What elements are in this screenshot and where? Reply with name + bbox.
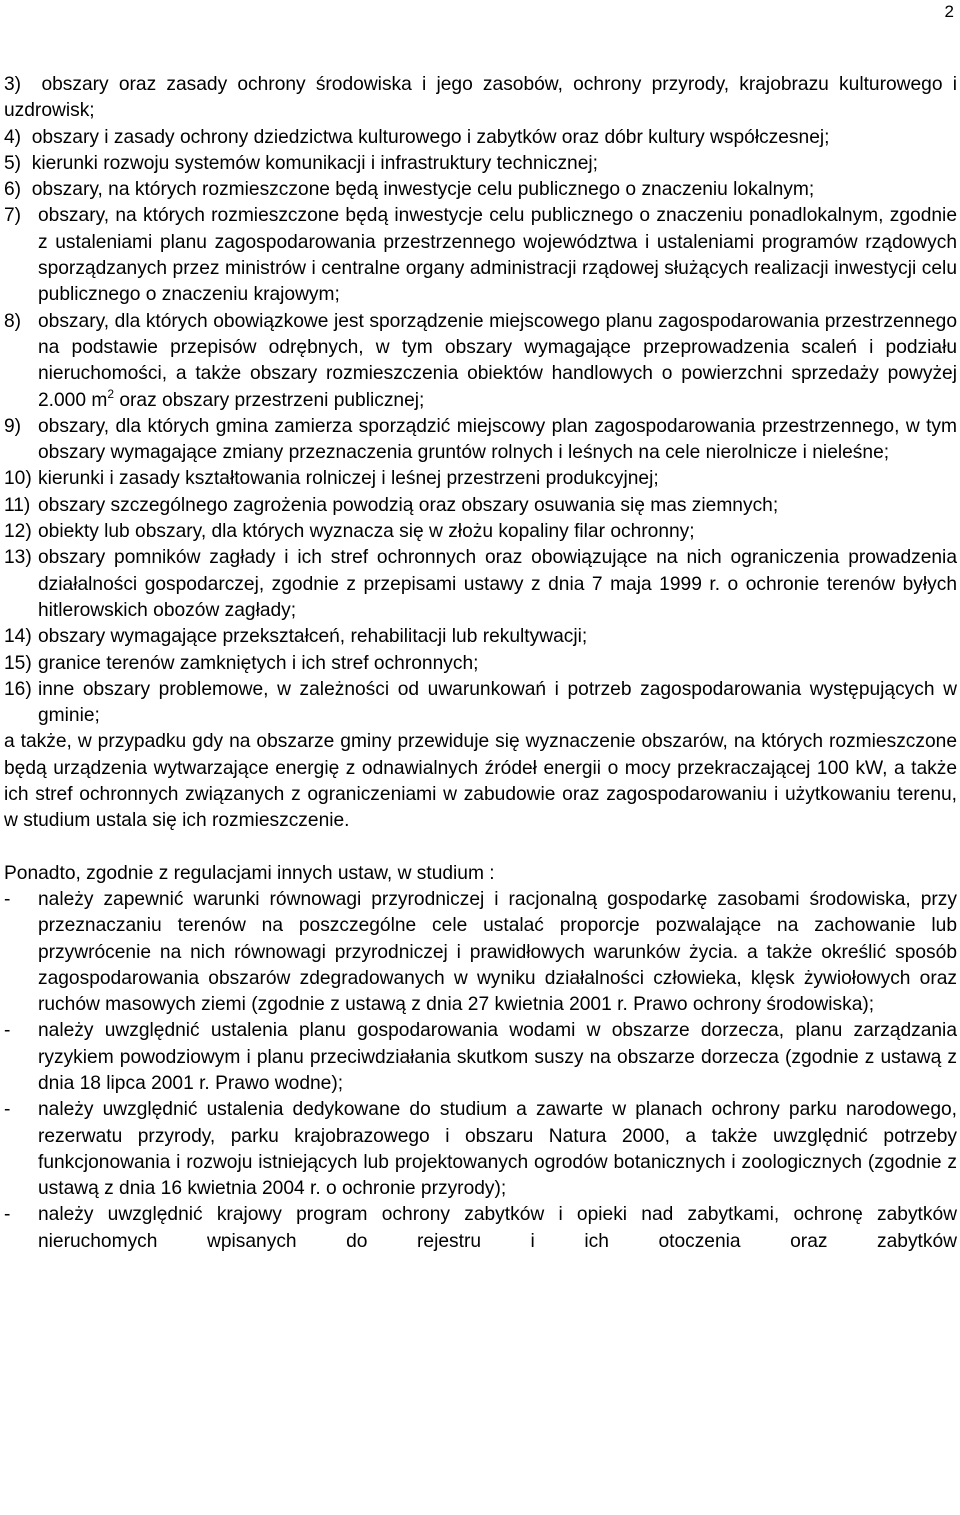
item-text: kierunki i zasady kształtowania rolniczej i leśnej przestrzeni produkcyjnej; xyxy=(38,468,659,490)
bullet-item xyxy=(4,1018,957,1097)
item-text: inne obszary problemowe, w zależności od uwarunkowań i potrzeb zagospodarowania występujących w gminie; xyxy=(38,678,957,727)
item-number: 16) xyxy=(4,678,38,700)
item-text: obszary oraz zasady ochrony środowiska i jego zasobów, ochrony przyrody, krajobrazu kulturowego i uzdrowisk; xyxy=(4,74,957,122)
item-number: 15) xyxy=(4,652,38,674)
bullet-item xyxy=(4,1202,957,1255)
item-number: 5) xyxy=(4,152,27,174)
item-text: obszary, na których rozmieszczone będą inwestycje celu publicznego o znaczeniu ponadlokalnym, zgodnie z ustaleniami planu zagospodarowania przestrzennego województwa i ustaleniami programów rządowych sporządzanych przez ministrów i centralne organy administracji rządowej służących realizacji inwestycji celu publicznego o znaczeniu krajowym; xyxy=(38,205,957,306)
item-text: obszary wymagające przekształceń, rehabilitacji lub rekultywacji; xyxy=(38,626,588,648)
list-item xyxy=(4,493,957,519)
item-number: 11) xyxy=(4,494,36,516)
item-text: kierunki rozwoju systemów komunikacji i infrastruktury technicznej; xyxy=(31,152,598,174)
bullet-text: należy uwzględnić krajowy program ochrony zabytków i opieki nad zabytkami, ochronę zabytków nieruchomych wpisanych do rejestru i ich otoczenia oraz zabytków xyxy=(38,1204,957,1252)
list-item xyxy=(4,72,957,125)
list-item xyxy=(4,309,957,414)
list-item xyxy=(4,519,957,545)
item-number: 9) xyxy=(4,415,27,437)
paragraph-gap xyxy=(4,835,957,861)
item-number: 13) xyxy=(4,547,38,569)
superscript: 2 xyxy=(107,386,115,401)
page-number: 2 xyxy=(944,2,954,21)
item-text-part: obszary, dla których obowiązkowe jest sporządzenie miejscowego planu zagospodarowania przestrzennego na podstawie przepisów odrębnych, w tym obszary wymagające przeprowadzenia scaleń i podziału nieruchomości, a także obszary rozmieszczenia obiektów handlowych o powierzchni sprzedaży powyżej 2.000 m xyxy=(38,310,957,411)
bullet-dash: - xyxy=(4,1099,11,1121)
list-item xyxy=(4,624,957,650)
item-number: 10) xyxy=(4,468,38,490)
list-item xyxy=(4,151,957,177)
bullet-text: należy uwzględnić ustalenia dedykowane do studium a zawarte w planach ochrony parku narodowego, rezerwatu przyrody, parku krajobrazowego i obszaru Natura 2000, a także uwzględnić potrzeby funkcjonowania i rozwoju istniejących lub projektowanych ogrodów botanicznych i zoologicznych (zgodnie z ustawą z dnia 16 kwietnia 2004 r. o ochronie przyrody); xyxy=(38,1099,957,1200)
item-text-part: oraz obszary przestrzeni publicznej; xyxy=(114,389,425,411)
item-text: obszary, dla których gmina zamierza sporządzić miejscowy plan zagospodarowania przestrzennego, w tym obszary wymagające zmiany przeznaczenia gruntów rolnych i leśnych na cele nierolnicze i nieleśne; xyxy=(38,415,957,464)
item-text: granice terenów zamkniętych i ich stref ochronnych; xyxy=(38,652,479,674)
list-item xyxy=(4,177,957,203)
list-item xyxy=(4,545,957,624)
list-item xyxy=(4,203,957,308)
document-body xyxy=(4,72,957,1255)
list-item xyxy=(4,125,957,151)
bullet-item xyxy=(4,887,957,1018)
item-number: 6) xyxy=(4,179,27,201)
item-number: 7) xyxy=(4,205,27,227)
list-item xyxy=(4,651,957,677)
bullet-text: należy uwzględnić ustalenia planu gospodarowania wodami w obszarze dorzecza, planu zarządzania ryzykiem powodziowym i planu przeciwdziałania skutkom suszy na obszarze dorzecza (zgodnie z ustawą z dnia 18 lipca 2001 r. Prawo wodne); xyxy=(38,1020,957,1094)
list-item xyxy=(4,414,957,467)
item-number: 8) xyxy=(4,310,27,332)
item-number: 3) xyxy=(4,74,32,95)
item-number: 4) xyxy=(4,126,27,148)
item-text: obszary szczególnego zagrożenia powodzią oraz obszary osuwania się mas ziemnych; xyxy=(38,494,779,516)
intro-paragraph: Ponadto, zgodnie z regulacjami innych ustaw, w studium : xyxy=(4,862,495,884)
item-text: obiekty lub obszary, dla których wyznacza się w złożu kopaliny filar ochronny; xyxy=(38,521,695,543)
item-text: obszary, na których rozmieszczone będą inwestycje celu publicznego o znaczeniu lokalnym; xyxy=(31,179,815,201)
closing-paragraph: a także, w przypadku gdy na obszarze gminy przewiduje się wyznaczenie obszarów, na których rozmieszczone będą urządzenia wytwarzające energię z odnawialnych źródeł energii o mocy przekraczającej 100 kW, a także ich stref ochronnych związanych z ograniczeniami w zabudowie oraz zagospodarowaniu i użytkowaniu terenu, w studium ustala się ich rozmieszczenie. xyxy=(4,731,957,832)
bullet-dash: - xyxy=(4,1020,11,1042)
item-text xyxy=(38,309,957,414)
bullet-item xyxy=(4,1097,957,1202)
list-item xyxy=(4,466,957,492)
item-text: obszary pomników zagłady i ich stref ochronnych oraz obowiązujące na nich ograniczenia prowadzenia działalności gospodarczej, zgodnie z przepisami ustawy z dnia 7 maja 1999 r. o ochronie terenów byłych hitlerowskich obozów zagłady; xyxy=(38,547,957,621)
item-number: 12) xyxy=(4,521,38,543)
item-number: 14) xyxy=(4,626,38,648)
bullet-dash: - xyxy=(4,888,11,910)
bullet-dash: - xyxy=(4,1204,11,1226)
item-text: obszary i zasady ochrony dziedzictwa kulturowego i zabytków oraz dóbr kultury współczesnej; xyxy=(31,126,830,148)
list-item xyxy=(4,677,957,730)
bullet-text: należy zapewnić warunki równowagi przyrodniczej i racjonalną gospodarkę zasobami środowiska, przy przeznaczaniu terenów na poszczególne cele ustalać proporcje pozwalające na zachowanie lub przywrócenie na nich równowagi przyrodniczej i prawidłowych warunków życia. a także określić sposób zagospodarowania obszarów zdegradowanych w wyniku działalności człowieka, klęsk żywiołowych oraz ruchów masowych ziemi (zgodnie z ustawą z dnia 27 kwietnia 2001 r. Prawo ochrony środowiska); xyxy=(38,888,957,1016)
